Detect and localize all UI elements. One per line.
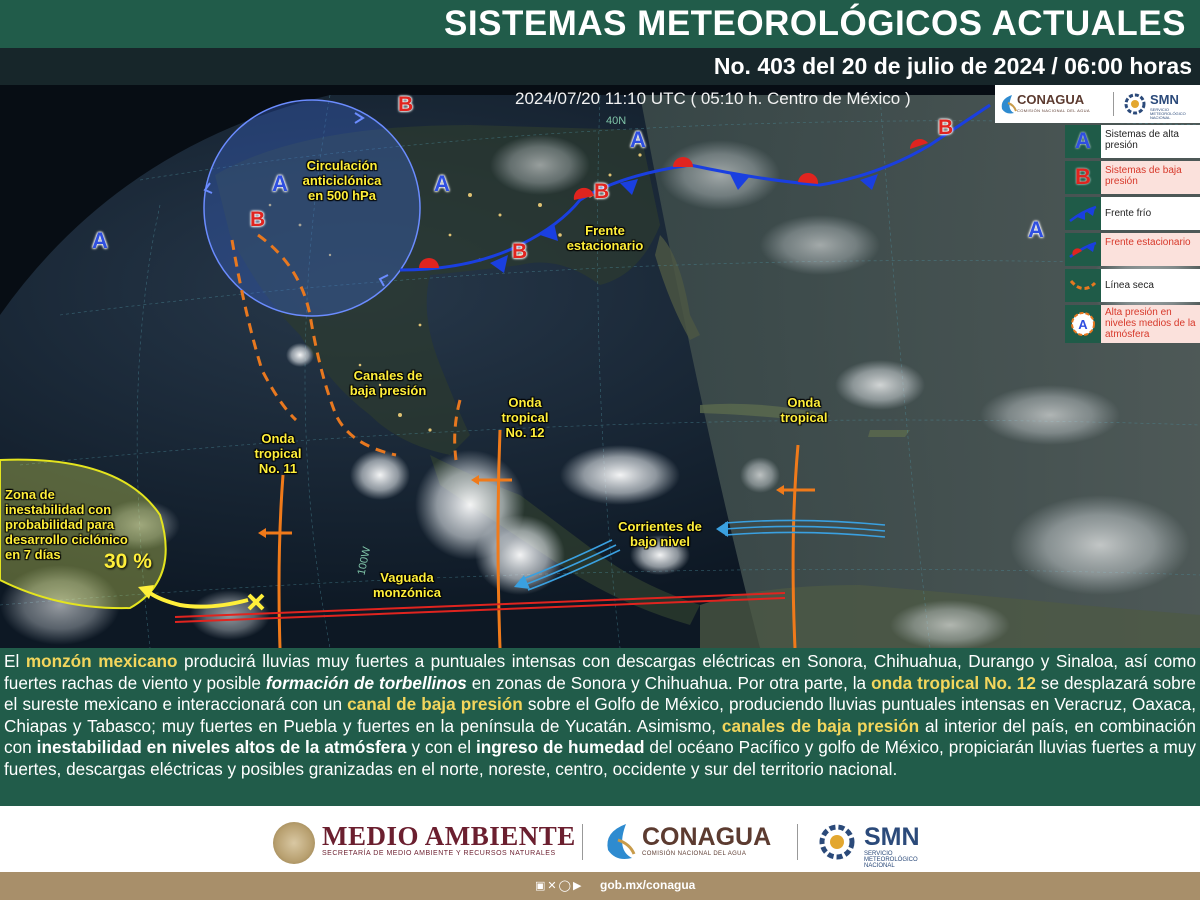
satellite-map <box>0 85 1200 648</box>
map-drawing <box>0 85 1200 648</box>
smn-footer-logo: SMN <box>864 823 920 851</box>
low-pressure-symbol: B <box>250 208 266 231</box>
legend-label: Sistemas de alta presión <box>1101 125 1200 158</box>
high-pressure-symbol: A <box>434 171 450 196</box>
low-pressure-symbol: B <box>512 240 528 263</box>
conagua-logo-subtitle: COMISIÓN NACIONAL DEL AGUA <box>1017 108 1091 113</box>
social-strip <box>0 872 1200 900</box>
cold-front-icon <box>1065 197 1101 230</box>
forecast-text <box>4 651 1196 781</box>
bulletin-number: No. 403 del 20 de julio de 2024 / 06:00 horas <box>713 53 1192 79</box>
tropical-wave-east-label: Onda tropical <box>780 395 828 425</box>
highlight-run: onda tropical No. 12 <box>871 672 1036 693</box>
smn-sub-line: NACIONAL <box>864 863 895 869</box>
stationary-front-label: Frente estacionario <box>566 223 644 253</box>
high-pressure-symbol: A <box>630 127 646 152</box>
low-level-currents-label: Corrientes de bajo nivel <box>618 519 702 549</box>
instagram-icon[interactable]: ◯ <box>558 880 573 892</box>
low-pressure-icon: B <box>1075 164 1091 189</box>
high-pressure-icon: A <box>1075 128 1091 153</box>
longitude-label: 100W <box>355 545 374 577</box>
highlight-run: ingreso de humedad <box>476 737 645 758</box>
legend-item <box>1065 233 1200 266</box>
footer-divider <box>797 824 798 860</box>
title-bar <box>0 0 1200 48</box>
youtube-icon[interactable]: ▶ <box>572 880 584 892</box>
conagua-logo-text: CONAGUA <box>1017 92 1085 107</box>
page-title: SISTEMAS METEOROLÓGICOS ACTUALES <box>444 4 1186 43</box>
highlight-run: canal de baja presión <box>347 694 523 715</box>
agency-logos <box>995 85 1200 123</box>
legend-label: Línea seca <box>1101 269 1200 302</box>
legend-item <box>1065 125 1200 158</box>
tropical-wave-11-label: Onda tropical No. 11 <box>254 431 302 476</box>
legend-item <box>1065 161 1200 194</box>
legend-item <box>1065 305 1200 343</box>
footer-logos <box>0 806 1200 872</box>
legend-label: Frente frío <box>1101 197 1200 230</box>
website-link[interactable]: gob.mx/conagua <box>600 878 696 892</box>
legend-label: Frente estacionario <box>1101 233 1200 266</box>
conagua-footer-subtitle: COMISIÓN NACIONAL DEL AGUA <box>642 851 747 857</box>
text-run: en zonas de Sonora y Chihuahua. Por otra parte, la <box>466 672 872 693</box>
image-timestamp: 2024/07/20 11:10 UTC ( 05:10 h. Centro de México ) <box>515 89 911 108</box>
tropical-wave-12-label: Onda tropical No. 12 <box>501 395 549 440</box>
smn-logo-text: SMN <box>1150 92 1179 107</box>
highlight-run: canales de baja presión <box>721 715 920 736</box>
high-pressure-symbol: A <box>272 171 288 196</box>
text-run: y con el <box>406 737 476 758</box>
stationary-front-icon <box>1065 233 1101 266</box>
svg-text:A: A <box>1078 317 1088 332</box>
smn-sub-line: METEOROLÓGICO <box>864 857 918 863</box>
conagua-footer-icon <box>602 822 638 862</box>
legend-item <box>1065 269 1200 302</box>
map-legend <box>1065 125 1200 346</box>
high-pressure-symbol: A <box>92 228 108 253</box>
smn-footer-icon <box>815 822 859 862</box>
low-pressure-symbol: B <box>594 180 610 203</box>
x-icon[interactable]: ✕ <box>547 880 559 892</box>
monsoon-trough-label: Vaguada monzónica <box>373 570 441 600</box>
legend-label: Alta presión en niveles medios de la atmósfera <box>1101 305 1200 343</box>
low-pressure-symbol: B <box>938 116 954 139</box>
national-seal-icon <box>273 822 315 864</box>
smn-logo-subtitle: SERVICIO METEOROLÓGICO NACIONAL <box>1150 107 1186 120</box>
text-run: El <box>4 651 26 671</box>
dry-line-icon <box>1065 269 1101 302</box>
social-icons <box>535 879 583 892</box>
instability-zone-label: Zona de inestabilidad con probabilidad para desarrollo ciclónico en 7 días <box>5 487 128 562</box>
logo-divider <box>1113 92 1114 116</box>
legend-item <box>1065 197 1200 230</box>
text-run: del océano Pacífico y golfo de México, propiciarán lluvias fuertes a muy fuertes, descargas eléctricas y posibles granizadas en el norte, noreste, centro, occidente y sur del territorio nacional. <box>4 737 1196 779</box>
low-pressure-symbol: B <box>398 93 414 116</box>
highlight-run: monzón mexicano <box>25 651 178 671</box>
text-run: producirá lluvias muy fuertes a puntuales intensas con descargas eléctricas en Sonora, Chihuahua, Durango y Sinaloa, así como fuertes rachas de viento y posible <box>4 651 1197 693</box>
conagua-logo-icon <box>998 93 1018 115</box>
medio-ambiente-subtitle: SECRETARÍA DE MEDIO AMBIENTE Y RECURSOS NATURALES <box>322 850 556 857</box>
smn-footer-subtitle <box>864 851 918 869</box>
low-channels-label: Canales de baja presión <box>349 368 427 398</box>
text-run: al interior del país, en combinación con <box>4 715 1196 758</box>
smn-logo-icon <box>1123 92 1147 116</box>
mid-level-high-icon <box>1065 305 1101 343</box>
footer-divider <box>582 824 583 860</box>
subtitle-bar <box>0 48 1200 85</box>
anticyclone-label: Circulación anticiclónica en 500 hPa <box>302 158 382 203</box>
legend-label: Sistemas de baja presión <box>1101 161 1200 194</box>
medio-ambiente-logo: MEDIO AMBIENTE <box>322 821 576 851</box>
latitude-label: 40N <box>606 115 627 127</box>
highlight-run: formación de torbellinos <box>265 672 467 693</box>
cyclone-probability: 30 % <box>104 550 152 573</box>
text-run: sobre el Golfo de México, produciendo lluvias puntuales intensas en Veracruz, Oaxaca, Chiapas y Tabasco; muy fuertes en Puebla y fuertes en la península de Yucatán. Asimismo, <box>4 694 1196 736</box>
facebook-icon[interactable]: ▣ <box>535 880 548 892</box>
conagua-footer-logo: CONAGUA <box>642 823 772 851</box>
text-run: se desplazará sobre el sureste mexicano e interaccionará con un <box>4 672 1196 715</box>
highlight-run: inestabilidad en niveles altos de la atmósfera <box>36 737 407 758</box>
smn-sub-line: SERVICIO <box>864 851 893 857</box>
anticyclone-circle <box>204 100 420 316</box>
forecast-description <box>0 648 1200 806</box>
high-pressure-symbol: A <box>1028 217 1044 242</box>
